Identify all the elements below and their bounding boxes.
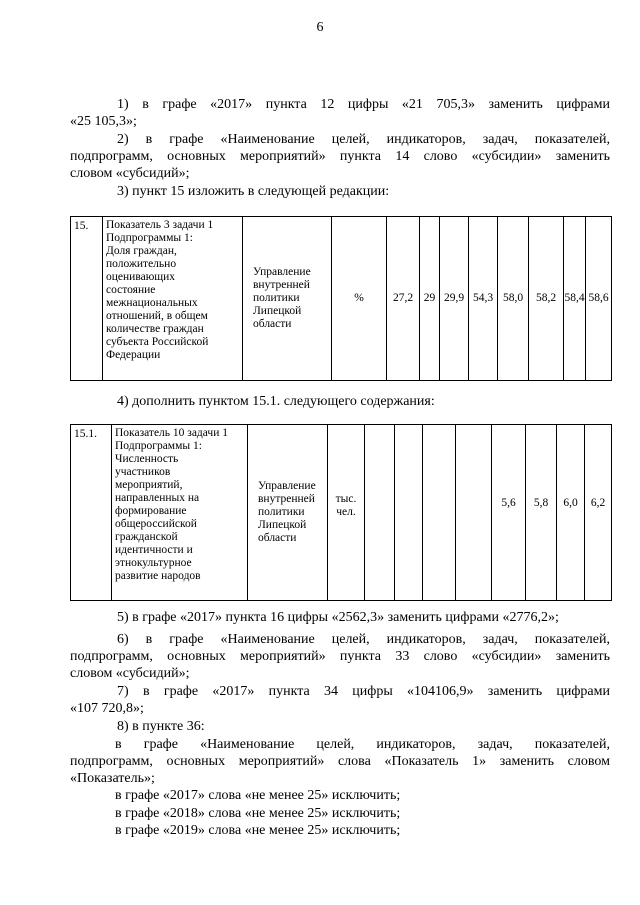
value-cell: 6,2 [585,425,612,601]
paragraph-9-line-2: подпрограмм, основных мероприятий» слова «Показатель 1» заменить словом [70,754,610,769]
value-cell: 58,0 [498,217,529,381]
paragraph-1-line-2: «25 105,3»; [70,114,137,129]
indicator-table-15 [70,216,612,381]
paragraph-2-line-3: словом «субсидий»; [70,166,190,181]
page-number: 6 [316,20,324,35]
paragraph-3: 3) пункт 15 изложить в следующей редакции: [117,184,390,199]
indicator-table-15-1 [70,424,612,601]
empty-cell [423,425,456,601]
paragraph-2-line-1: 2) в графе «Наименование целей, индикаторов, задач, показателей, [117,132,610,147]
value-cell: 6,0 [557,425,585,601]
empty-cell [365,425,395,601]
paragraph-8: 8) в пункте 36: [117,719,205,734]
value-cell: 5,8 [526,425,557,601]
paragraph-2-line-2: подпрограмм, основных мероприятий» пункта 14 слово «субсидии» заменить [70,149,610,164]
paragraph-4: 4) дополнить пунктом 15.1. следующего содержания: [117,394,435,409]
row-number: 15.1. [71,425,112,601]
unit-cell: тыс. чел. [328,425,365,601]
value-cell: 29 [420,217,440,381]
paragraph-11: в графе «2018» слова «не менее 25» исключить; [115,806,401,821]
value-cell: 5,6 [492,425,526,601]
indicator-name: Показатель 10 задачи 1 Подпрограммы 1: Численность участников мероприятий, направленных на формирование общероссийской гражданской идентичности и этнокультурное развитие народов [112,425,248,601]
value-cell: 54,3 [469,217,498,381]
indicator-name: Показатель 3 задачи 1 Подпрограммы 1: Доля граждан, положительно оценивающих состояние межнациональных отношений, в общем количестве граждан субъекта Российской Федерации [103,217,243,381]
paragraph-6-line-1: 6) в графе «Наименование целей, индикаторов, задач, показателей, [117,632,610,647]
value-cell: 58,6 [586,217,612,381]
empty-cell [456,425,492,601]
paragraph-1-line-1: 1) в графе «2017» пункта 12 цифры «21 705,3» заменить цифрами [117,97,610,112]
unit-cell: % [332,217,387,381]
paragraph-6-line-2: подпрограмм, основных мероприятий» пункта 33 слово «субсидии» заменить [70,649,610,664]
paragraph-6-line-3: словом «субсидий»; [70,666,190,681]
value-cell: 27,2 [387,217,420,381]
responsible-body: Управление внутренней политики Липецкой области [248,425,328,601]
value-cell: 58,2 [529,217,564,381]
empty-cell [395,425,423,601]
paragraph-7-line-2: «107 720,8»; [70,701,144,716]
value-cell: 29,9 [440,217,469,381]
paragraph-10: в графе «2017» слова «не менее 25» исключить; [115,788,401,803]
row-number: 15. [71,217,103,381]
paragraph-5: 5) в графе «2017» пункта 16 цифры «2562,3» заменить цифрами «2776,2»; [117,610,559,625]
value-cell: 58,4 [564,217,586,381]
responsible-body: Управление внутренней политики Липецкой области [243,217,332,381]
paragraph-7-line-1: 7) в графе «2017» пункта 34 цифры «104106,9» заменить цифрами [117,684,610,699]
paragraph-9-line-1: в графе «Наименование целей, индикаторов, задач, показателей, [115,737,610,752]
paragraph-9-line-3: «Показатель»; [70,771,155,786]
paragraph-12: в графе «2019» слова «не менее 25» исключить; [115,823,401,838]
